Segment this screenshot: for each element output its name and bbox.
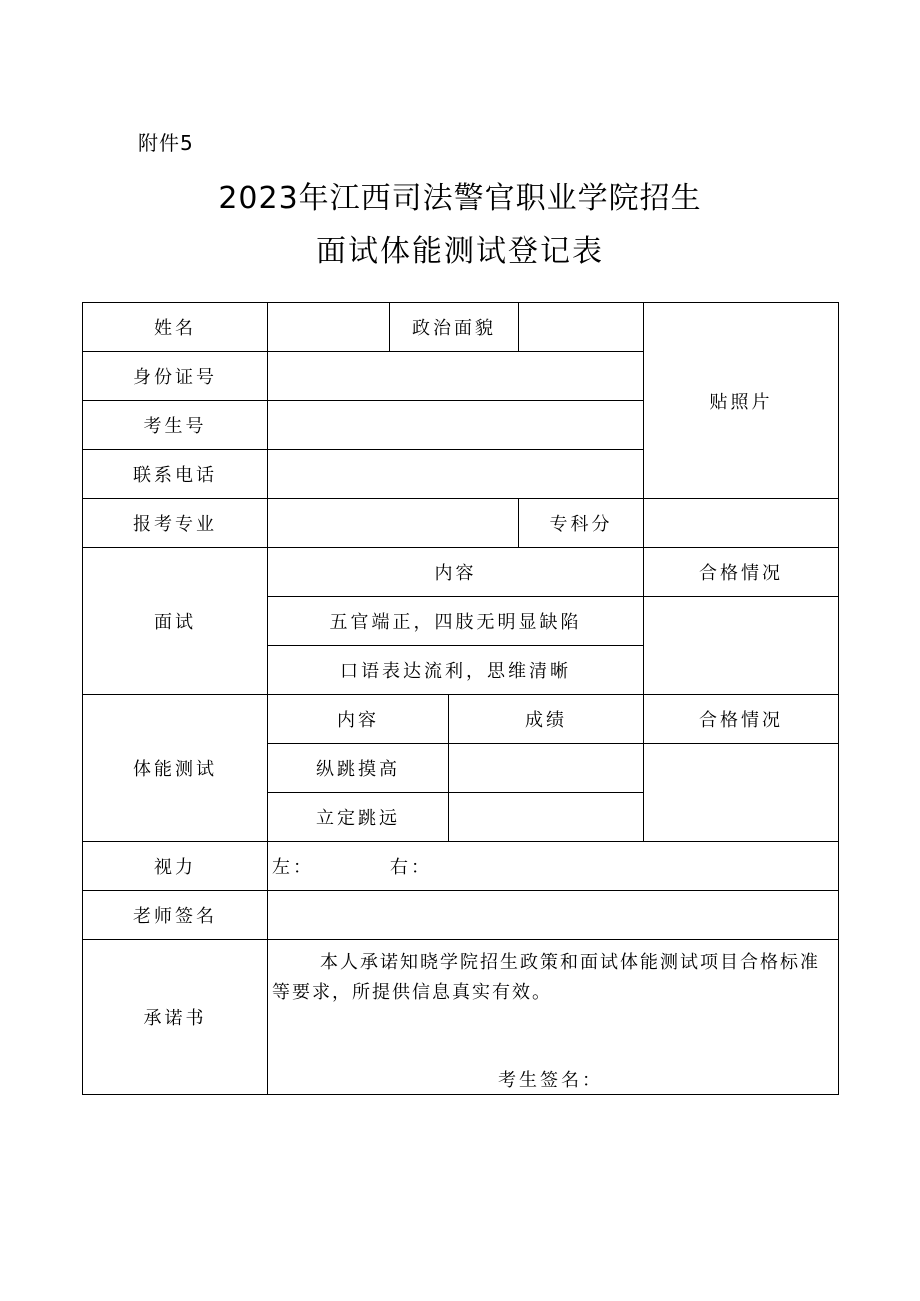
exam-number-label: 考生号	[83, 401, 268, 450]
vision-left-label: 左：	[272, 857, 314, 878]
id-number-label: 身份证号	[83, 352, 268, 401]
interview-content-header: 内容	[268, 548, 644, 597]
form-subtitle: 面试体能测试登记表	[316, 234, 604, 269]
major-field[interactable]	[268, 499, 519, 548]
table-row	[83, 940, 839, 1095]
vertical-jump-score-field[interactable]	[449, 744, 644, 793]
table-row	[83, 303, 839, 352]
table-row	[83, 499, 839, 548]
vision-field[interactable]	[268, 842, 839, 891]
name-field[interactable]	[268, 303, 390, 352]
table-row	[83, 842, 839, 891]
pledge-label: 承诺书	[83, 940, 268, 1095]
fitness-label: 体能测试	[83, 695, 268, 842]
fitness-score-header: 成绩	[449, 695, 644, 744]
fitness-item-long-jump: 立定跳远	[268, 793, 449, 842]
interview-item-appearance: 五官端正，四肢无明显缺陷	[268, 597, 644, 646]
name-label: 姓名	[83, 303, 268, 352]
interview-label: 面试	[83, 548, 268, 695]
phone-label: 联系电话	[83, 450, 268, 499]
fitness-content-header: 内容	[268, 695, 449, 744]
candidate-sign-label[interactable]: 考生签名：	[498, 1070, 603, 1091]
interview-item-speech: 口语表达流利，思维清晰	[268, 646, 644, 695]
exam-number-field[interactable]	[268, 401, 644, 450]
political-status-field[interactable]	[519, 303, 644, 352]
pledge-text: 本人承诺知晓学院招生政策和面试体能测试项目合格标准等要求，所提供信息真实有效。	[272, 952, 820, 1003]
interview-qualified-field[interactable]	[644, 597, 839, 695]
long-jump-score-field[interactable]	[449, 793, 644, 842]
fitness-qualified-header: 合格情况	[644, 695, 839, 744]
college-score-field[interactable]	[644, 499, 839, 548]
id-number-field[interactable]	[268, 352, 644, 401]
photo-area: 贴照片	[644, 303, 839, 499]
vision-label: 视力	[83, 842, 268, 891]
teacher-sign-field[interactable]	[268, 891, 839, 940]
fitness-qualified-field[interactable]	[644, 744, 839, 842]
interview-qualified-header: 合格情况	[644, 548, 839, 597]
table-row	[83, 548, 839, 597]
major-label: 报考专业	[83, 499, 268, 548]
attachment-label: 附件5	[138, 131, 194, 155]
teacher-sign-label: 老师签名	[83, 891, 268, 940]
table-row	[83, 891, 839, 940]
registration-table	[82, 302, 839, 1095]
phone-field[interactable]	[268, 450, 644, 499]
table-row	[83, 695, 839, 744]
fitness-item-vertical-jump: 纵跳摸高	[268, 744, 449, 793]
pledge-cell	[268, 940, 839, 1095]
political-status-label: 政治面貌	[390, 303, 519, 352]
vision-right-label: 右：	[390, 857, 432, 878]
college-score-label: 专科分	[519, 499, 644, 548]
form-title: 2023年江西司法警官职业学院招生	[218, 181, 702, 216]
